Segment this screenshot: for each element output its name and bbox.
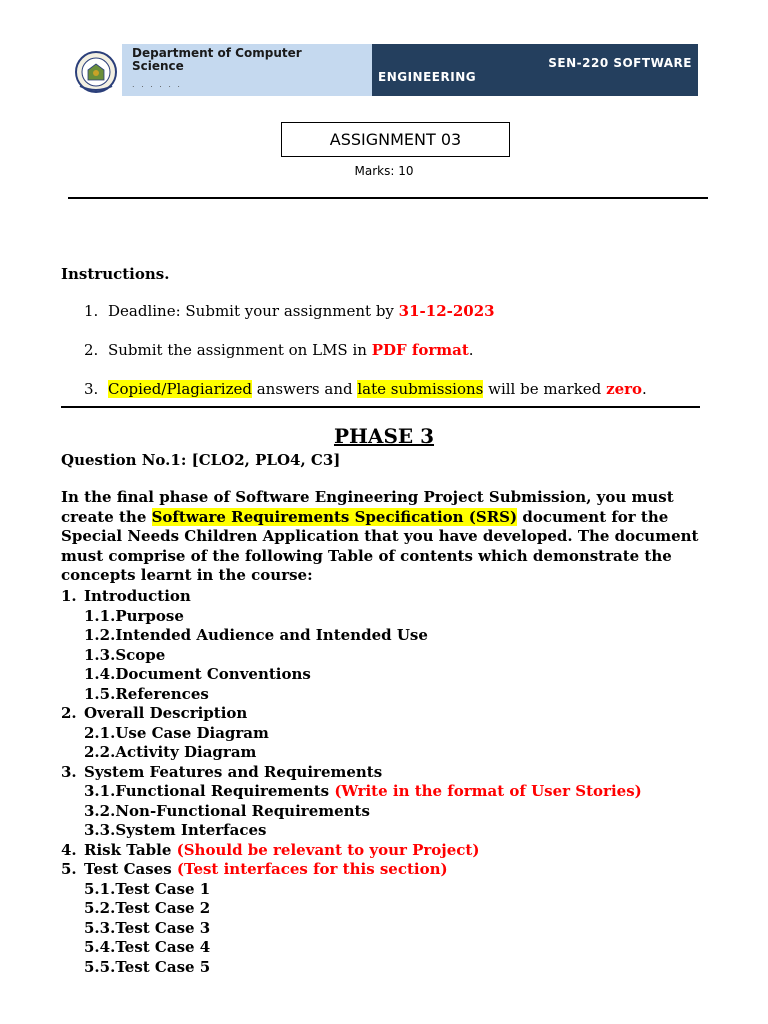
toc-item <box>84 626 428 646</box>
department-name: Department of Computer Science <box>132 46 302 73</box>
instructions-heading: Instructions. <box>61 265 170 283</box>
toc-item <box>84 782 642 802</box>
toc-label: Document Conventions <box>115 665 311 683</box>
toc-item <box>84 646 165 666</box>
divider <box>68 197 708 199</box>
highlighted-text: Copied/Plagiarized <box>108 380 252 398</box>
instruction-number: 2. <box>84 341 99 359</box>
toc-number: 5.5. <box>84 957 116 976</box>
paragraph-text: In the final phase of Software Engineering Project Submission, you must create the <box>61 488 674 526</box>
toc-item <box>61 704 247 724</box>
toc-number: 5. <box>61 860 77 878</box>
instruction-text: . <box>642 380 647 398</box>
department-subtext: . . . . . . <box>132 80 182 89</box>
instruction-text: Deadline: Submit your assignment by <box>108 302 399 320</box>
toc-label: Activity Diagram <box>115 743 257 761</box>
instruction-number: 1. <box>84 302 99 320</box>
course-title-line1: SEN-220 SOFTWARE <box>548 56 692 70</box>
toc-label: Overall Description <box>84 704 248 722</box>
toc-label: Test Case 1 <box>115 879 211 898</box>
toc-number: 1.2. <box>84 626 116 644</box>
instruction-item <box>84 302 495 320</box>
phase-heading: PHASE 3 <box>333 424 435 448</box>
toc-number: 3. <box>61 762 77 781</box>
toc-number: 1. <box>61 587 77 605</box>
toc-number: 1.4. <box>84 665 116 683</box>
toc-number: 3.2. <box>84 801 116 820</box>
toc-label: References <box>115 684 209 703</box>
format-requirement: PDF format <box>371 341 469 359</box>
toc-label: Use Case Diagram <box>115 723 269 742</box>
toc-item <box>61 860 448 880</box>
toc-note: (Should be relevant to your Project) <box>176 840 480 859</box>
toc-item <box>61 763 382 783</box>
toc-item <box>84 821 266 841</box>
toc-item <box>84 919 210 939</box>
instruction-item <box>84 380 647 398</box>
toc-label: Test Case 2 <box>115 899 211 917</box>
instruction-number: 3. <box>84 380 99 398</box>
toc-number: 1.3. <box>84 645 116 664</box>
paragraph-text: document for the Special Needs Children Application that you have developed. The document must comprise of the following Table of contents which demonstrate the concepts learnt in the course: <box>61 507 699 585</box>
toc-label: Risk Table <box>84 840 177 859</box>
toc-item <box>84 880 210 900</box>
toc-item <box>84 802 370 822</box>
instruction-text: Submit the assignment on LMS in <box>108 341 372 359</box>
department-banner <box>122 44 372 96</box>
toc-item <box>84 743 256 763</box>
toc-number: 2.2. <box>84 743 116 761</box>
toc-item <box>84 958 210 978</box>
instruction-text: answers and <box>251 380 358 398</box>
toc-note: (Test interfaces for this section) <box>176 860 448 878</box>
toc-item <box>84 899 210 919</box>
toc-label: Test Case 4 <box>115 938 211 956</box>
toc-number: 2.1. <box>84 723 116 742</box>
toc-number: 2. <box>61 704 77 722</box>
toc-label: System Interfaces <box>115 821 267 839</box>
course-title <box>378 56 692 84</box>
toc-label: Test Case 3 <box>115 918 211 937</box>
toc-item <box>84 685 209 705</box>
toc-label: Non-Functional Requirements <box>115 801 370 820</box>
course-banner <box>372 44 698 96</box>
toc-number: 5.1. <box>84 879 116 898</box>
question-heading: Question No.1: [CLO2, PLO4, C3] <box>61 451 341 469</box>
toc-label: Intended Audience and Intended Use <box>115 626 428 644</box>
toc-number: 4. <box>61 840 77 859</box>
university-seal-icon <box>74 50 118 94</box>
highlighted-text: Software Requirements Specification (SRS) <box>151 507 518 526</box>
toc-number: 3.1. <box>84 782 116 800</box>
toc-number: 1.5. <box>84 684 116 703</box>
toc-label: System Features and Requirements <box>84 762 383 781</box>
course-title-line2: ENGINEERING <box>378 70 477 84</box>
toc-label: Introduction <box>84 587 191 605</box>
toc-number: 1.1. <box>84 606 116 625</box>
toc-label: Test Cases <box>84 860 177 878</box>
instruction-text: . <box>468 341 474 359</box>
instruction-text: will be marked <box>483 380 607 398</box>
deadline-date: 31-12-2023 <box>398 302 495 320</box>
divider <box>61 406 700 408</box>
toc-number: 3.3. <box>84 821 116 839</box>
toc-item <box>84 607 184 627</box>
toc-item <box>84 938 210 958</box>
toc-item <box>61 587 191 607</box>
toc-label: Test Case 5 <box>115 957 211 976</box>
penalty-text: zero <box>606 380 643 398</box>
toc-item <box>61 841 479 861</box>
toc-number: 5.2. <box>84 899 116 917</box>
assignment-title: ASSIGNMENT 03 <box>281 122 510 157</box>
toc-item <box>84 724 269 744</box>
question-paragraph <box>61 488 711 586</box>
document-header <box>74 44 698 97</box>
toc-item <box>84 665 311 685</box>
highlighted-text: late submissions <box>357 380 484 398</box>
toc-number: 5.3. <box>84 918 116 937</box>
instruction-item <box>84 341 474 359</box>
toc-note: (Write in the format of User Stories) <box>334 782 642 800</box>
toc-label: Scope <box>115 645 166 664</box>
marks-label: Marks: 10 <box>354 164 414 178</box>
toc-label: Functional Requirements <box>115 782 335 800</box>
toc-number: 5.4. <box>84 938 116 956</box>
toc-label: Purpose <box>115 606 184 625</box>
